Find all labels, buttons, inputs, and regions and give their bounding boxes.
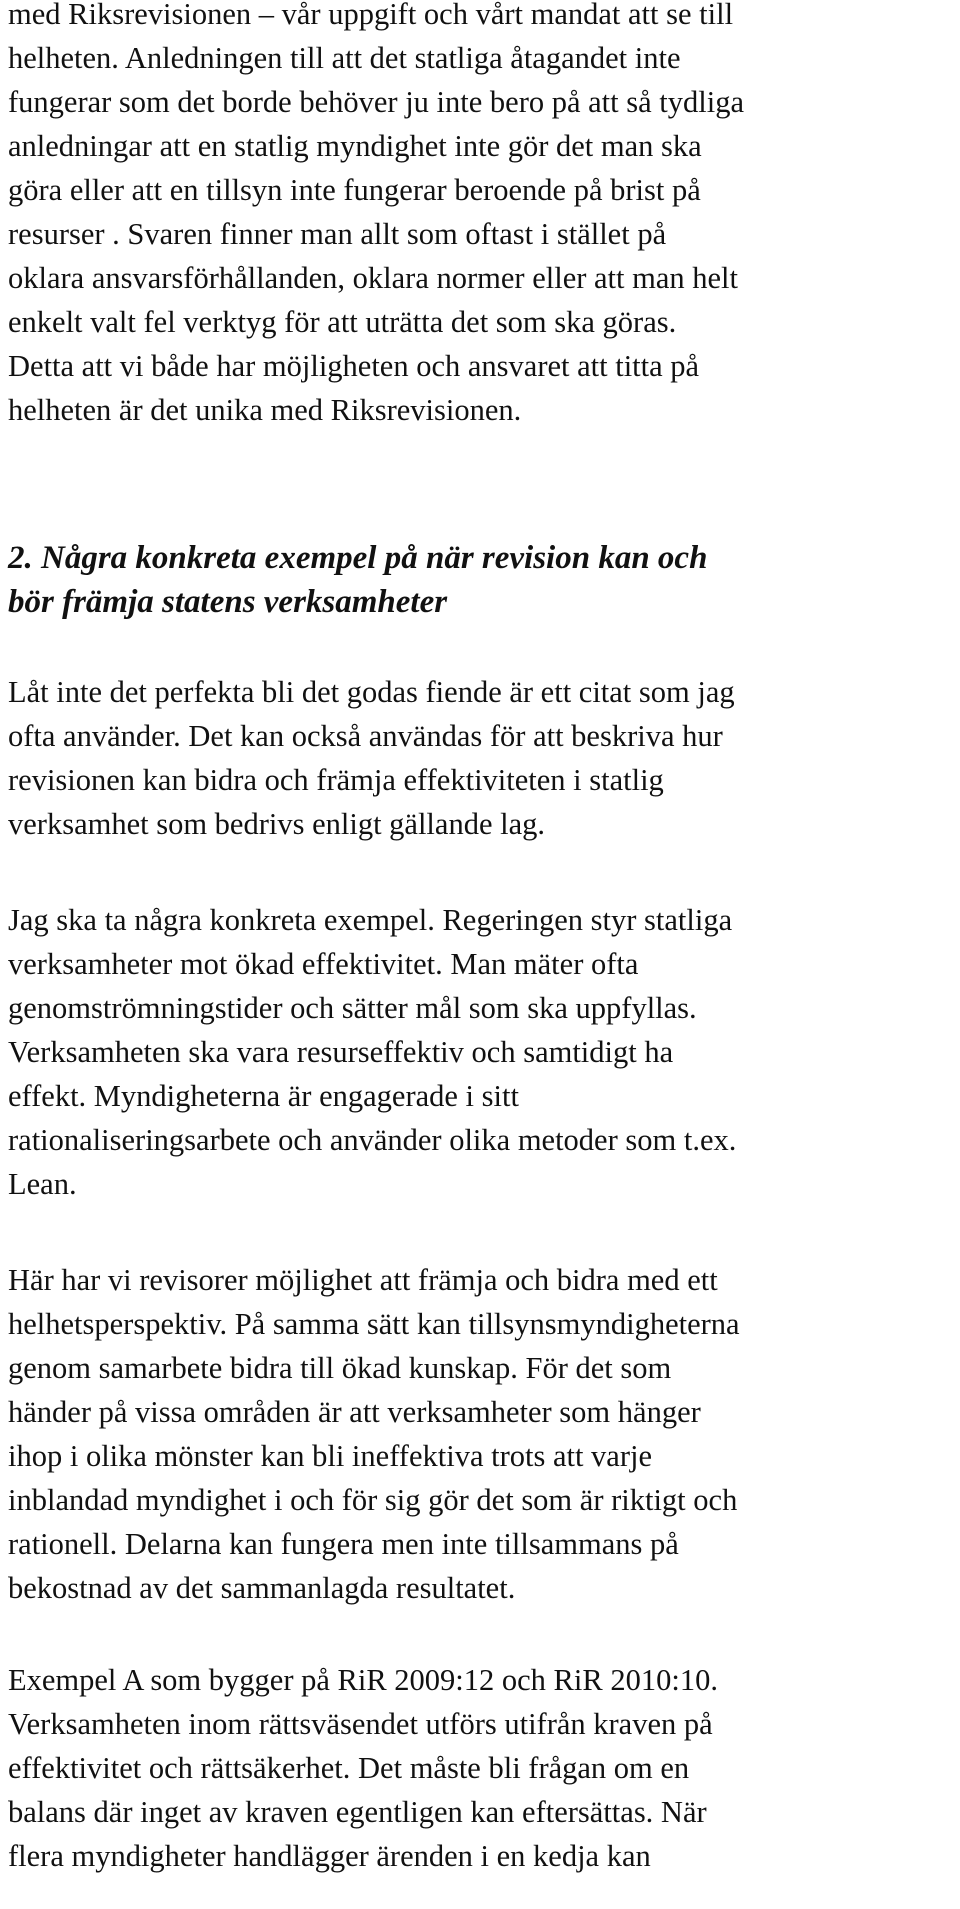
paragraph-quote: Låt inte det perfekta bli det godas fiende är ett citat som jag ofta använder. Det kan också användas för att beskriva hur revisionen kan bidra och främja effektiviteten i statlig verksamhet som bedrivs enligt gällande lag.	[8, 675, 735, 841]
section-heading: 2. Några konkreta exempel på när revision kan och bör främja statens verksamheter	[8, 540, 708, 620]
paragraph-auditors: Här har vi revisorer möjlighet att främja och bidra med ett helhetsperspektiv. På samma sätt kan tillsynsmyndigheterna genom samarbete bidra till ökad kunskap. För det som händer på vissa områden är att verksamheter som hänger ihop i olika mönster kan bli ineffektiva trots att varje inblandad myndighet i och för sig gör det som är riktigt och rationell. Delarna kan fungera men inte tillsammans på bekostnad av det sammanlagda resultatet.	[8, 1263, 740, 1605]
paragraph-example-a: Exempel A som bygger på RiR 2009:12 och RiR 2010:10. Verksamheten inom rättsväsendet utförs utifrån kraven på effektivitet och rättsäkerhet. Det måste bli frågan om en balans där inget av kraven egentligen kan eftersättas. När flera myndigheter handlägger ärenden i en kedja kan	[8, 1663, 718, 1873]
paragraph-intro: med Riksrevisionen – vår uppgift och vårt mandat att se till helheten. Anledningen till att det statliga åtagandet inte fungerar som det borde behöver ju inte bero på att så tydliga anledningar att en statlig myndighet inte gör det man ska göra eller att en tillsyn inte fungerar beroende på brist på resurser . Svaren finner man allt som oftast i stället på oklara ansvarsförhållanden, oklara normer eller att man helt enkelt valt fel verktyg för att uträtta det som ska göras. Detta att vi både har möjligheten och ansvaret att titta på helheten är det unika med Riksrevisionen.	[8, 0, 744, 427]
paragraph-examples: Jag ska ta några konkreta exempel. Regeringen styr statliga verksamheter mot ökad effektivitet. Man mäter ofta genomströmningstider och sätter mål som ska uppfyllas. Verksamheten ska vara resurseffektiv och samtidigt ha effekt. Myndigheterna är engagerade i sitt rationaliseringsarbete och använder olika metoder som t.ex. Lean.	[8, 903, 737, 1201]
